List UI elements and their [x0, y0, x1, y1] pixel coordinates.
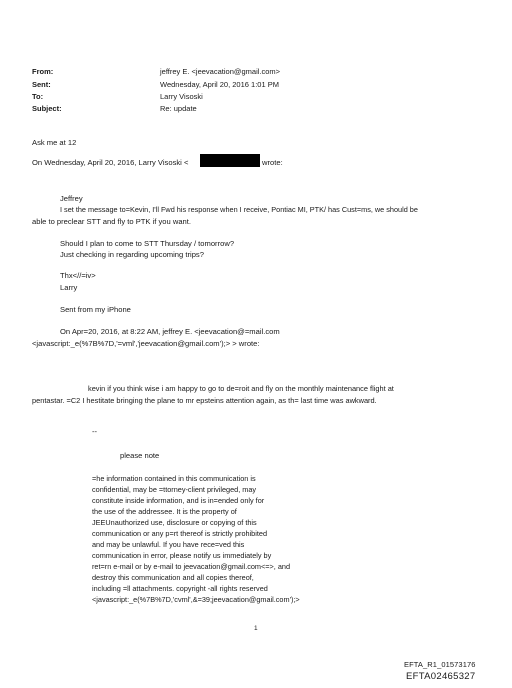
from-label: From:	[32, 67, 54, 76]
message-line-2: able to preclear STT and fly to PTK if you want.	[32, 217, 191, 226]
sent-label: Sent:	[32, 80, 51, 89]
on-apr-line-1: On Apr=20, 2016, at 8:22 AM, jeffrey E. <jeevacation@=mail.com	[60, 327, 280, 336]
page-number: 1	[254, 625, 258, 632]
disclaimer-line: the use of the addressee. It is the property of	[92, 507, 237, 516]
disclaimer-line: communication or any p=rt thereof is strictly prohibited	[92, 529, 268, 538]
thx-line: Thx<//=iv>	[60, 271, 96, 280]
disclaimer-line: =he information contained in this communication is	[92, 474, 256, 483]
ask-line: Ask me at 12	[32, 138, 77, 147]
disclaimer-line: including =ll attachments. copyright -all rights reserved	[92, 584, 268, 593]
subject-value: Re: update	[160, 104, 197, 113]
disclaimer-line: confidential, may be =ttorney-client privileged, may	[92, 485, 257, 494]
from-value: jeffrey E. <jeevacation@gmail.com>	[160, 67, 281, 76]
disclaimer-line: <javascript:_e(%7B%7D,'cvml',&=39;jeevacation@gmail.com');>	[92, 595, 300, 604]
disclaimer-line: JEEUnauthorized use, disclosure or copying of this	[92, 518, 257, 527]
please-note: please note	[120, 451, 160, 460]
disclaimer-line: destroy this communication and all copies thereof,	[92, 573, 254, 582]
disclaimer-line: and may be unlawful. If you have rece=ved this	[92, 540, 245, 549]
dashes: --	[92, 427, 98, 436]
disclaimer-line: ret=rn e-mail or by e-mail to jeevacation@gmail.com<=>, and	[92, 562, 291, 571]
wrote-line-prefix: On Wednesday, April 20, 2016, Larry Visoski <	[32, 158, 189, 167]
on-apr-line-2: <javascript:_e(%7B%7D,'=vml','jeevacation@gmail.com');> > wrote:	[32, 339, 260, 348]
redaction-block	[200, 154, 260, 167]
signature-larry: Larry	[60, 283, 78, 292]
footer-id-1: EFTA_R1_01573176	[404, 660, 476, 669]
kevin-line-2: pentastar. =C2 I hestitate bringing the plane to mr epsteins attention again, as th= last time was awkward.	[32, 396, 377, 405]
to-value: Larry Visoski	[160, 92, 203, 101]
question-line-2: Just checking in regarding upcoming trips?	[60, 250, 204, 259]
subject-label: Subject:	[32, 104, 62, 113]
wrote-line-suffix: wrote:	[262, 158, 283, 167]
disclaimer-line: communication in error, please notify us immediately by	[92, 551, 272, 560]
footer-id-2: EFTA02465327	[406, 671, 476, 682]
question-line-1: Should I plan to come to STT Thursday / tomorrow?	[60, 239, 235, 248]
sent-value: Wednesday, April 20, 2016 1:01 PM	[160, 80, 279, 89]
message-line-1: I set the message to=Kevin, I'll Fwd his response when I receive, Pontiac MI, PTK/ has Cust=ms, we should be	[60, 205, 418, 214]
disclaimer-line: constitute inside information, and is in=ended only for	[92, 496, 265, 505]
sent-from-line: Sent from my iPhone	[60, 305, 131, 314]
to-label: To:	[32, 92, 44, 101]
greeting-jeffrey: Jeffrey	[60, 194, 83, 203]
kevin-line-1: kevin if you think wise i am happy to go to de=roit and fly on the monthly maintenance flight at	[88, 384, 394, 393]
